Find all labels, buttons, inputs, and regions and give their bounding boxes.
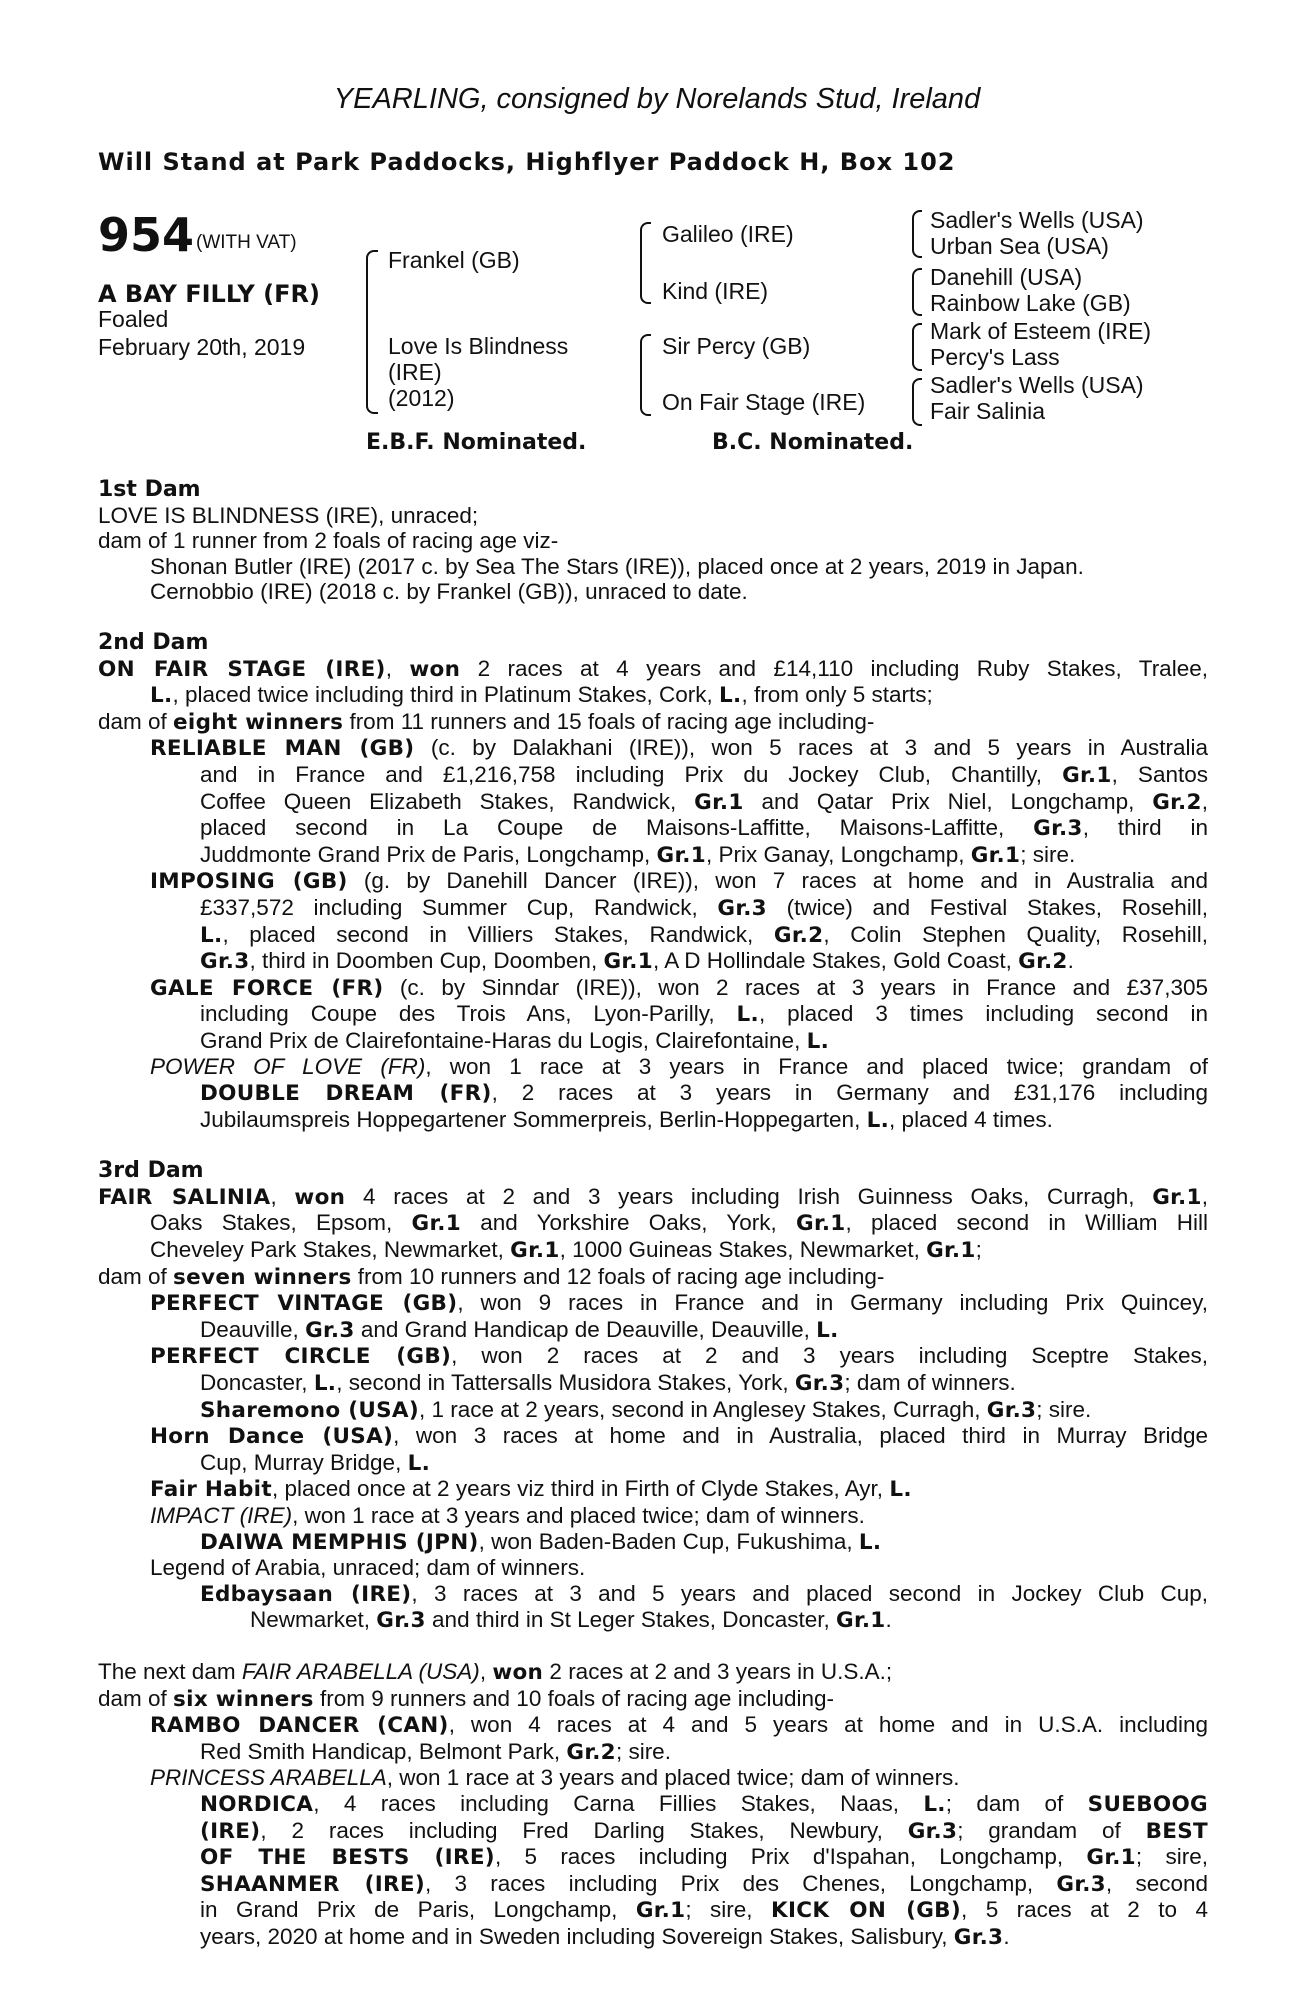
bc-nomination: B.C. Nominated. [712, 430, 914, 455]
record-line [98, 656, 1208, 683]
record-line [98, 1397, 1208, 1424]
bold-text: PERFECT VINTAGE (GB) [150, 1291, 458, 1317]
text: , 3 races at 3 and 5 years and placed second in Jockey Club Cup, [411, 1580, 1209, 1606]
bold-text: Gr.1 [694, 789, 744, 815]
text: and Qatar Prix Niel, Longchamp, [743, 788, 1153, 814]
text: dam of [98, 708, 174, 734]
bold-text: L. [200, 922, 223, 948]
record-line [98, 709, 1208, 736]
text: The next dam [98, 1658, 242, 1684]
record-line [98, 1739, 1208, 1766]
text: ; sire, [685, 1897, 771, 1923]
text: , won 1 race at 3 years and placed twice; dam of winners. [292, 1502, 865, 1528]
record-line [98, 1924, 1208, 1951]
bold-text: won [409, 656, 461, 682]
text: , 1000 Guineas Stakes, Newmarket, [559, 1237, 927, 1263]
text: in Grand Prix de Paris, Longchamp, [200, 1897, 636, 1923]
ebf-nomination: E.B.F. Nominated. [366, 430, 587, 455]
bold-text: Gr.1 [970, 842, 1021, 868]
horse-name: A BAY FILLY (FR) [98, 280, 320, 308]
bold-text: Gr.1 [1062, 762, 1112, 788]
italic-text: PRINCESS ARABELLA [150, 1765, 387, 1791]
foaled-label: Foaled [98, 306, 169, 332]
record-line [98, 1897, 1208, 1924]
bold-text: eight winners [173, 709, 344, 735]
text: LOVE IS BLINDNESS (IRE), unraced; [98, 502, 479, 528]
bold-text: Gr.1 [656, 842, 707, 868]
text: Red Smith Handicap, Belmont Park, [200, 1738, 567, 1764]
text: , [479, 1658, 493, 1684]
section-heading: 3rd Dam [98, 1158, 204, 1184]
text: , won 2 races at 2 and 3 years including Sceptre Stakes, [451, 1343, 1208, 1369]
record-line [98, 528, 1208, 554]
text: 2 races at 4 years and £14,110 including Ruby Stakes, Tralee, [460, 655, 1208, 681]
bold-text: Gr.1 [510, 1238, 560, 1264]
text: Cheveley Park Stakes, Newmarket, [150, 1237, 511, 1263]
bold-text: Gr.3 [1033, 816, 1083, 842]
italic-text: POWER OF LOVE (FR) [150, 1054, 426, 1080]
text: and Grand Handicap de Deauville, Deauville, [354, 1316, 817, 1342]
text: , [1201, 1183, 1208, 1209]
text: Coffee Queen Elizabeth Stakes, Randwick, [200, 788, 695, 814]
text: (c. by Sinndar (IRE)), won 2 races at 3 years in France and £37,305 [383, 974, 1208, 1000]
text: , won 9 races in France and in Germany including Prix Quincey, [457, 1290, 1208, 1316]
text: ; sire. [1036, 1396, 1092, 1422]
record-line [98, 1001, 1208, 1028]
text: , 2 races including Fred Darling Stakes, Newbury, [260, 1817, 908, 1843]
lot-number: 954 [98, 208, 195, 262]
text: , placed 3 times including second in [759, 1001, 1208, 1027]
pedigree-brace-g3-2 [912, 268, 922, 316]
bold-text: L. [923, 1791, 946, 1817]
record-line [98, 1818, 1208, 1845]
record-line [98, 895, 1208, 922]
text: (g. by Danehill Dancer (IRE)), won 7 races at home and in Australia and [347, 868, 1208, 894]
record-line [98, 1607, 1208, 1634]
text: Doncaster, [200, 1370, 314, 1395]
record-line [98, 1210, 1208, 1237]
text: , second [1105, 1870, 1208, 1896]
text: including Coupe des Trois Ans, Lyon-Parilly, [200, 1001, 737, 1027]
bold-text: Edbaysaan (IRE) [200, 1581, 412, 1607]
text: 2 races at 2 and 3 years in U.S.A.; [543, 1658, 893, 1684]
record-line [98, 1343, 1208, 1370]
dam-section [98, 477, 1208, 605]
text: , placed second in Villiers Stakes, Randwick, [222, 921, 774, 947]
text: , [385, 655, 410, 681]
text: and Yorkshire Oaks, York, [461, 1210, 797, 1236]
text: , 5 races including Prix d'Ispahan, Longchamp, [494, 1844, 1087, 1870]
record-line [98, 1791, 1208, 1818]
bold-text: GALE FORCE (FR) [150, 975, 384, 1001]
text: ; dam of winners. [844, 1370, 1016, 1395]
text: , won 4 races at 4 and 5 years at home and in U.S.A. including [448, 1712, 1208, 1738]
text: Cernobbio (IRE) (2018 c. by Frankel (GB)), unraced to date. [150, 579, 748, 605]
record-line [98, 682, 1208, 709]
record-line [98, 1686, 1208, 1713]
bold-text: Gr.1 [635, 1898, 686, 1924]
bold-text: SHAANMER (IRE) [200, 1871, 425, 1897]
catalogue-subtitle: YEARLING, consigned by Norelands Stud, Ireland [333, 83, 981, 115]
text: placed second in La Coupe de Maisons-Laffitte, Maisons-Laffitte, [200, 815, 1034, 841]
bold-text: Gr.3 [717, 895, 767, 921]
text: (c. by Dalakhani (IRE)), won 5 races at 3 and 5 years in Australia [414, 735, 1209, 761]
pedigree-sire-dam: Kind (IRE) [662, 278, 769, 304]
bold-text: six winners [173, 1686, 314, 1712]
bold-text: Gr.2 [566, 1739, 616, 1765]
record-line [98, 1237, 1208, 1264]
pedigree-brace-g3-3 [912, 323, 922, 371]
text: , won 3 races at home and in Australia, placed third in Murray Bridge [393, 1423, 1208, 1449]
bold-text: L. [150, 683, 173, 709]
record-line [98, 1555, 1208, 1581]
text: , Prix Ganay, Longchamp, [706, 841, 971, 867]
stand-location: Will Stand at Park Paddocks, Highflyer Paddock H, Box 102 [98, 148, 956, 176]
bold-text: Gr.2 [773, 922, 824, 948]
pedigree-gen3-8: Fair Salinia [930, 398, 1046, 424]
text: , second in Tattersalls Musidora Stakes, York, [336, 1370, 795, 1395]
text: , Colin Stephen Quality, Rosehill, [823, 921, 1209, 947]
text: dam of [98, 1263, 174, 1289]
bold-text: Gr.2 [1018, 949, 1068, 975]
bold-text: Gr.3 [1056, 1871, 1106, 1897]
bold-text: L. [866, 1107, 890, 1133]
pedigree-gen3-3: Danehill (USA) [930, 264, 1083, 290]
text: dam of 1 runner from 2 foals of racing age viz- [98, 528, 559, 554]
text: ; sire, [1135, 1844, 1208, 1870]
record-line [98, 842, 1208, 869]
text: , 2 races at 3 years in Germany and £31,176 including [491, 1080, 1208, 1106]
text: , third in [1082, 815, 1208, 841]
dam-section [98, 1659, 1208, 1951]
text: , 4 races including Carna Fillies Stakes, Naas, [313, 1790, 924, 1816]
bold-text: seven winners [173, 1264, 352, 1290]
bold-text: SUEBOOG [1087, 1791, 1208, 1817]
text: , third in Doomben Cup, Doomben, [249, 948, 604, 974]
bold-text: RELIABLE MAN (GB) [150, 736, 415, 762]
record-line [98, 1370, 1208, 1397]
record-line [98, 1054, 1208, 1080]
record-line [98, 1581, 1208, 1608]
text: years, 2020 at home and in Sweden including Sovereign Stakes, Salisbury, [200, 1923, 954, 1949]
text: ; grandam of [957, 1817, 1146, 1843]
bold-text: DAIWA MEMPHIS (JPN) [200, 1529, 479, 1555]
bold-text: Gr.1 [1086, 1845, 1136, 1871]
text: ; [975, 1237, 982, 1263]
bold-text: L. [313, 1371, 337, 1396]
text: , placed twice including third in Platinum Stakes, Cork, [172, 682, 719, 708]
text: Jubilaumspreis Hoppegartener Sommerpreis, Berlin-Hoppegarten, [200, 1106, 867, 1132]
text: , 3 races including Prix des Chenes, Longchamp, [424, 1870, 1057, 1896]
text: ; sire. [1020, 841, 1076, 867]
text: Shonan Butler (IRE) (2017 c. by Sea The Stars (IRE)), placed once at 2 years, 2019 in Japan. [150, 553, 1084, 579]
bold-text: Gr.3 [907, 1818, 958, 1844]
bold-text: NORDICA [200, 1791, 314, 1817]
record-line [98, 1184, 1208, 1211]
text: dam of [98, 1685, 174, 1711]
vat-note: (WITH VAT) [196, 232, 297, 253]
pedigree-sire-sire: Galileo (IRE) [662, 221, 794, 247]
text: , placed 4 times. [889, 1106, 1053, 1132]
text: . [1067, 948, 1074, 974]
bold-text: Gr.3 [200, 949, 250, 975]
italic-text: FAIR ARABELLA (USA) [241, 1658, 480, 1684]
text: , [270, 1183, 295, 1209]
text: , 1 race at 2 years, second in Anglesey Stakes, Curragh, [418, 1396, 987, 1422]
bold-text: Gr.1 [836, 1608, 886, 1634]
bold-text: RAMBO DANCER (CAN) [150, 1713, 449, 1739]
pedigree-brace-dam [640, 334, 651, 416]
record-line [98, 1264, 1208, 1291]
text: , won 1 race at 3 years and placed twice; dam of winners. [386, 1765, 960, 1791]
text: , Santos [1111, 761, 1208, 787]
pedigree-gen3-1: Sadler's Wells (USA) [930, 207, 1144, 233]
produce-record [98, 477, 1208, 1950]
record-line [98, 815, 1208, 842]
record-line [98, 1529, 1208, 1556]
foaled-date: February 20th, 2019 [98, 334, 306, 360]
bold-text: Gr.3 [794, 1371, 845, 1396]
bold-text: PERFECT CIRCLE (GB) [150, 1344, 452, 1370]
record-line [98, 922, 1208, 949]
record-line [98, 735, 1208, 762]
bold-text: BEST [1145, 1818, 1208, 1844]
text: from 9 runners and 10 foals of racing age including- [313, 1685, 835, 1711]
record-line [98, 1107, 1208, 1134]
bold-text: L. [858, 1529, 882, 1555]
bold-text: DOUBLE DREAM (FR) [200, 1081, 492, 1107]
record-line [98, 1317, 1208, 1344]
text: ; dam of [945, 1790, 1088, 1816]
italic-text: IMPACT (IRE) [150, 1502, 293, 1528]
bold-text: Fair Habit [150, 1477, 272, 1503]
bold-text: Gr.1 [926, 1238, 976, 1264]
text: and in France and £1,216,758 including Prix du Jockey Club, Chantilly, [200, 761, 1063, 787]
text: , [1201, 788, 1208, 814]
text: from 11 runners and 15 foals of racing age including- [343, 708, 875, 734]
text: ; sire. [615, 1738, 671, 1764]
pedigree-dam-dam: On Fair Stage (IRE) [662, 389, 866, 415]
record-line [98, 975, 1208, 1002]
bold-text: L. [816, 1317, 839, 1343]
record-line [98, 1712, 1208, 1739]
pedigree-gen3-5: Mark of Esteem (IRE) [930, 318, 1152, 344]
pedigree-gen3-2: Urban Sea (USA) [930, 233, 1109, 259]
bold-text: FAIR SALINIA [98, 1184, 271, 1210]
text: Grand Prix de Clairefontaine-Haras du Logis, Clairefontaine, [200, 1027, 807, 1053]
record-line [98, 554, 1208, 580]
text: , placed once at 2 years viz third in Firth of Clyde Stakes, Ayr, [271, 1476, 890, 1502]
record-line [98, 948, 1208, 975]
bold-text: Gr.3 [953, 1924, 1004, 1950]
bold-text: Horn Dance (USA) [150, 1424, 394, 1450]
text: Juddmonte Grand Prix de Paris, Longchamp, [200, 841, 657, 867]
bold-text: (IRE) [200, 1818, 261, 1844]
text: £337,572 including Summer Cup, Randwick, [200, 894, 718, 920]
bold-text: Sharemono (USA) [200, 1397, 419, 1423]
section-heading: 2nd Dam [98, 629, 209, 655]
bold-text: Gr.1 [796, 1211, 846, 1237]
bold-text: Gr.3 [376, 1608, 426, 1634]
record-line [98, 579, 1208, 605]
bold-text: won [294, 1184, 346, 1210]
dam-section [98, 630, 1208, 1133]
bold-text: Gr.1 [1152, 1184, 1202, 1210]
record-line [98, 868, 1208, 895]
record-line [98, 1659, 1208, 1686]
text: (twice) and Festival Stakes, Rosehill, [766, 894, 1208, 920]
text: . [1003, 1923, 1010, 1949]
text: , won Baden-Baden Cup, Fukushima, [478, 1528, 859, 1554]
bold-text: IMPOSING (GB) [150, 869, 348, 895]
bold-text: won [492, 1659, 544, 1685]
bold-text: Gr.3 [986, 1397, 1037, 1423]
pedigree-gen3-7: Sadler's Wells (USA) [930, 372, 1144, 398]
text: , 5 races at 2 to 4 [961, 1897, 1208, 1923]
text: Deauville, [200, 1316, 306, 1342]
record-line [98, 1450, 1208, 1477]
bold-text: OF THE BESTS (IRE) [200, 1845, 495, 1871]
record-line [98, 1028, 1208, 1055]
pedigree-brace-main [366, 250, 378, 414]
pedigree-dam-line-2: (IRE) [388, 359, 442, 385]
pedigree-dam-line-1: Love Is Blindness [388, 333, 569, 359]
bold-text: Gr.1 [411, 1211, 462, 1237]
record-line [98, 1503, 1208, 1529]
pedigree-brace-g3-1 [912, 210, 922, 258]
record-line [98, 1765, 1208, 1791]
text: , from only 5 starts; [741, 682, 933, 708]
text: . [885, 1607, 892, 1633]
text: Cup, Murray Bridge, [200, 1449, 408, 1475]
pedigree-gen3-4: Rainbow Lake (GB) [930, 290, 1131, 316]
record-line [98, 1871, 1208, 1898]
text: 4 races at 2 and 3 years including Irish Guinness Oaks, Curragh, [345, 1183, 1153, 1209]
bold-text: L. [806, 1028, 830, 1054]
record-line [98, 1844, 1208, 1871]
pedigree-sire: Frankel (GB) [388, 247, 520, 273]
bold-text: ON FAIR STAGE (IRE) [98, 656, 386, 682]
text: Newmarket, [250, 1607, 377, 1633]
record-line [98, 1290, 1208, 1317]
pedigree-brace-g3-4 [912, 378, 922, 426]
pedigree-gen3-6: Percy's Lass [930, 344, 1060, 370]
dam-section [98, 1158, 1208, 1634]
bold-text: L. [889, 1477, 912, 1503]
bold-text: Gr.2 [1152, 789, 1202, 815]
pedigree-brace-sire [640, 222, 651, 304]
bold-text: L. [736, 1002, 759, 1028]
record-line [98, 1080, 1208, 1107]
text: from 10 runners and 12 foals of racing age including- [351, 1263, 885, 1289]
text: , A D Hollindale Stakes, Gold Coast, [652, 948, 1019, 974]
text: and third in St Leger Stakes, Doncaster, [425, 1607, 837, 1633]
bold-text: L. [718, 683, 742, 709]
text: , won 1 race at 3 years in France and placed twice; grandam of [425, 1054, 1208, 1080]
record-line [98, 762, 1208, 789]
record-line [98, 503, 1208, 529]
section-heading: 1st Dam [98, 477, 201, 502]
bold-text: L. [407, 1450, 431, 1476]
text: Legend of Arabia, unraced; dam of winners. [150, 1555, 586, 1581]
bold-text: Gr.1 [603, 949, 653, 975]
text: Oaks Stakes, Epsom, [150, 1210, 412, 1236]
pedigree-dam-line-3: (2012) [388, 385, 455, 411]
record-line [98, 1423, 1208, 1450]
record-line [98, 789, 1208, 816]
text: , placed second in William Hill [845, 1210, 1208, 1236]
bold-text: KICK ON (GB) [770, 1898, 961, 1924]
pedigree-dam-sire: Sir Percy (GB) [662, 333, 811, 359]
record-line [98, 1476, 1208, 1503]
bold-text: Gr.3 [305, 1317, 355, 1343]
